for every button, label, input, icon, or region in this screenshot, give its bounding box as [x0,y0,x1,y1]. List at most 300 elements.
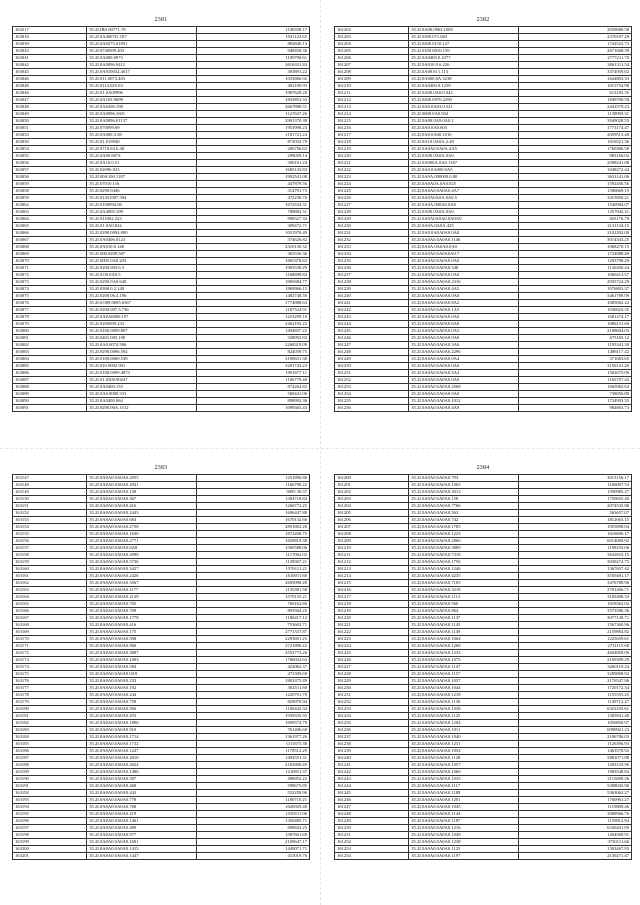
table-row [13,300,310,307]
code-cell: 35.2I.0200.0110.127 [409,41,519,48]
amount-cell: 1803375.49 [197,678,310,685]
id-cell: 161247 [335,342,409,349]
id-cell: 161219 [335,608,409,615]
id-cell: 163189 [13,769,87,776]
page-divider-horizontal [0,448,640,449]
code-cell: 35.2I.0A0A0.0A0A0.793 [409,475,519,482]
amount-cell: 6014000.92 [519,538,632,545]
id-cell: 163179 [13,699,87,706]
amount-cell: 1685133.83 [197,167,310,174]
amount-cell: 1626929.48 [197,804,310,811]
id-cell: 163016 [13,34,87,41]
id-cell: 163165 [13,601,87,608]
table-row [335,76,632,83]
amount-cell: 3281743.23 [197,363,310,370]
code-cell: 35.2I.0A0A0.0A0A0.584 [87,664,197,671]
code-cell: 35.2I.0A0A0.0A0A0.560 [409,601,519,608]
table-row [13,510,310,517]
id-cell: 163075 [13,293,87,300]
table-row [335,832,632,839]
table-row [13,713,310,720]
amount-cell: 893564.25 [197,608,310,615]
code-cell: 35.2I.0740009.403 [87,48,197,55]
data-table [12,26,310,412]
id-cell: 161233 [335,706,409,713]
table-row [13,734,310,741]
amount-cell: 402109.93 [197,83,310,90]
id-cell: 163056 [13,174,87,181]
amount-cell: 898992.36 [197,398,310,405]
id-cell: 161238 [335,279,409,286]
code-cell: 35.2I.0A0A0.0A0A0.453 [87,713,197,720]
id-cell: 161212 [335,97,409,104]
id-cell: 161228 [335,209,409,216]
code-cell: 35.2I.0A0A0.0A0A0.0A0 [409,314,519,321]
table-row [335,685,632,692]
code-cell: 35.2I.0A0A0.0A0A0.0A4 [409,356,519,363]
code-cell: 35.2I.0A0406.0124 [87,237,197,244]
id-cell: 163087 [13,377,87,384]
amount-cell: 3190631.38 [197,356,310,363]
amount-cell: 3573586.36 [519,608,632,615]
id-cell: 161210 [335,83,409,90]
code-cell: 35.2I.0A0A0.0A0A0.1038 [409,706,519,713]
table-row [13,496,310,503]
amount-cell: 1865378.63 [197,258,310,265]
id-cell: 161226 [335,657,409,664]
table-row [13,720,310,727]
id-cell: 161216 [335,587,409,594]
amount-cell: 1665982.64 [519,384,632,391]
id-cell: 163042 [13,62,87,69]
id-cell: 161214 [335,111,409,118]
id-cell: 163197 [13,825,87,832]
code-cell: 35.2I.0A0A0.0A0A0.1113 [409,594,519,601]
amount-cell: 3642823.15 [519,552,632,559]
amount-cell: 1166798.22 [197,482,310,489]
id-cell: 161202 [335,27,409,34]
table-row [335,734,632,741]
code-cell: 35.2I.000.0209.507 [87,251,197,258]
code-cell: 35.2I.0A00.0A0A.0A0 [409,153,519,160]
id-cell: 161211 [335,90,409,97]
id-cell: 161254 [335,853,409,860]
table-row [13,27,310,34]
amount-cell: 1106779.48 [197,377,310,384]
id-cell: 163091 [13,405,87,412]
code-cell: 35.2I.0A0A0.0A0A0.416 [87,622,197,629]
amount-cell: 1106007.53 [519,482,632,489]
amount-cell: 984863.73 [519,405,632,412]
id-cell: 163059 [13,181,87,188]
amount-cell: 2109647.17 [197,839,310,846]
table-row [335,181,632,188]
amount-cell: 1016521.36 [519,139,632,146]
code-cell: 35.2I.0A4007I1.187 [87,34,197,41]
amount-cell: 5308043.90 [519,783,632,790]
amount-cell: 2701266.71 [519,587,632,594]
amount-cell: 1187524.91 [197,307,310,314]
code-cell: 35.2I.0A0A0.0A0A0.0A0 [409,377,519,384]
table-row [335,27,632,34]
amount-cell: 1849700.58 [519,97,632,104]
table-row [335,188,632,195]
amount-cell: 472236.76 [197,195,310,202]
id-cell: 163039 [13,41,87,48]
id-cell: 163048 [13,83,87,90]
code-cell: 35.2I.011002.223 [87,216,197,223]
id-cell: 163164 [13,594,87,601]
code-cell: 35.2I.0A0A0.0A0A0.1231 [409,741,519,748]
amount-cell: 5881071.88 [519,755,632,762]
code-cell: 35.2I.0A0A0.0A0A0.2771 [87,538,197,545]
table-row [13,685,310,692]
amount-cell: 1136200.44 [519,265,632,272]
code-cell: 35.2I.0A010.0.6.226 [409,62,519,69]
table-row [335,384,632,391]
code-cell: 35.2I.0.009.0695.6367 [87,300,197,307]
amount-cell: 1955898.04 [519,524,632,531]
id-cell: 161213 [335,104,409,111]
id-cell: 163196 [13,818,87,825]
amount-cell: 4604858.06 [519,650,632,657]
code-cell: 35.2I.0A0A0.0A0A0.1128 [409,755,519,762]
table-row [335,216,632,223]
code-cell: 35.2I.0A0A0.0A0A0.1247 [87,748,197,755]
code-cell: 35.2I.0A0A0.0A0A0.1233 [409,650,519,657]
amount-cell: 2102292.00 [519,230,632,237]
amount-cell: 2731115.68 [519,643,632,650]
table-row [13,293,310,300]
code-cell: 35.2I.0A00.0964.1005 [409,27,519,34]
table-row [335,783,632,790]
table-row [335,125,632,132]
amount-cell: 1872268.75 [197,531,310,538]
amount-cell: 2442579.23 [519,104,632,111]
code-cell: 35.2I.0A0A0.0A0A0.6A8 [87,545,197,552]
id-cell: 161253 [335,846,409,853]
table-row [335,678,632,685]
table-row [335,293,632,300]
amount-cell: 1305941.48 [519,713,632,720]
table-row [335,153,632,160]
table-row [13,538,310,545]
id-cell: 163080 [13,328,87,335]
id-cell: 163169 [13,629,87,636]
table-row [335,699,632,706]
code-cell: 35.2I.0A0A0.0A0A0.1732 [87,741,197,748]
code-cell: 35.2I.0100.0069.538 [87,356,197,363]
amount-cell: 2169399.29 [519,657,632,664]
table-row [13,391,310,398]
code-cell: 35.2I.0A0A0000.197 [87,314,197,321]
code-cell: 35.2I.0A0A0.0A0A0.1145 [409,622,519,629]
amount-cell: 1482748.50 [197,293,310,300]
id-cell: 161218 [335,601,409,608]
code-cell: 35.2I.0A0A0.0A0A0.684 [87,517,197,524]
amount-cell: 2130271.47 [519,853,632,860]
code-cell: 35.2I.0200.06.4.196 [87,293,197,300]
table-row [13,608,310,615]
id-cell: 161242 [335,769,409,776]
id-cell: 163049 [13,111,87,118]
table-row [335,307,632,314]
table-row [335,587,632,594]
id-cell: 163090 [13,398,87,405]
id-cell: 161224 [335,181,409,188]
amount-cell: 3095 30.37 [197,489,310,496]
amount-cell: 1216911.37 [197,769,310,776]
code-cell: 35.2I.0A0A0.0A0A0.1216 [409,825,519,832]
code-cell: 35.2I.0A0A0.0A0A0.2758 [87,524,197,531]
code-cell: 35.2I.0114.025.63 [87,83,197,90]
table-row [335,538,632,545]
id-cell: 163171 [13,643,87,650]
table-row [13,174,310,181]
id-cell: 163062 [13,202,87,209]
amount-cell: 1941123.65 [197,34,310,41]
table-row [13,55,310,62]
amount-cell: 1195341.30 [519,342,632,349]
table-row [335,790,632,797]
id-cell: 163184 [13,734,87,741]
code-cell: 35.2I.0290.0A0.640 [87,279,197,286]
table-row [13,818,310,825]
amount-cell: 6326441.09 [519,825,632,832]
amount-cell: 496952.22 [197,776,310,783]
amount-cell: 1562675.00 [519,370,632,377]
code-cell: 35.2I.0A0A0.0A0A0.1075 [409,657,519,664]
amount-cell: 568441.06 [197,391,310,398]
id-cell: 161245 [335,790,409,797]
id-cell: 161224 [335,643,409,650]
amount-cell: 1463578.92 [519,748,632,755]
code-cell: 35.2I.0100.0010.139 [409,48,519,55]
table-row [13,405,310,412]
amount-cell: 1126396.93 [519,741,632,748]
table-row [335,174,632,181]
amount-cell: 1742522.73 [519,41,632,48]
amount-cell: 1766022.63 [197,657,310,664]
table-row [13,244,310,251]
id-cell: 163161 [13,573,87,580]
amount-cell: 3061311.54 [519,62,632,69]
amount-cell: 2552773.26 [197,650,310,657]
id-cell: 161232 [335,699,409,706]
table-row [13,475,310,482]
table-row [335,510,632,517]
amount-cell: 363536.36 [197,251,310,258]
id-cell: 161203 [335,496,409,503]
amount-cell: 1018362.02 [519,601,632,608]
id-cell: 163054 [13,146,87,153]
amount-cell: 1186417.12 [197,615,310,622]
id-cell: 163156 [13,538,87,545]
id-cell: 163195 [13,811,87,818]
code-cell: 35.2I.0A0A0.0A0A0.1201 [409,797,519,804]
id-cell: 163191 [13,783,87,790]
code-cell: 35.2I.0A0A0.0A0A0.1040 [409,734,519,741]
amount-cell: 1833852.33 [197,97,310,104]
code-cell: 35.2I.0A0A0A0A.0A0.5 [409,195,519,202]
id-cell: 161220 [335,615,409,622]
table-row [335,489,632,496]
amount-cell: 1204569.91 [519,832,632,839]
id-cell: 161255 [335,398,409,405]
code-cell: 35.2I.0A6206.198 [87,104,197,111]
table-row [13,643,310,650]
table-row [335,713,632,720]
amount-cell: 874264.82 [197,384,310,391]
amount-cell: 1969484.77 [197,279,310,286]
amount-cell: 766162.80 [197,601,310,608]
id-cell: 163172 [13,650,87,657]
code-cell: 35.2I.0A0A0.0A0A0.2426 [87,573,197,580]
id-cell: 163159 [13,559,87,566]
amount-cell: 1494837.22 [197,328,310,335]
code-cell: 35.2I.0A0A.0A0A0.0A0 [409,244,519,251]
table-row [335,62,632,69]
table-row [335,622,632,629]
id-cell: 161250 [335,363,409,370]
id-cell: 163163 [13,587,87,594]
code-cell: 35.2I.0A0A0.0A0A0.705 [87,601,197,608]
code-cell: 35.2I.0A4000.108 [87,209,197,216]
amount-cell: 1036823.35 [519,307,632,314]
table-row [13,853,310,860]
code-cell: 35.2I.00A100.1187 [87,174,197,181]
table-row [335,769,632,776]
id-cell: 163185 [13,741,87,748]
code-cell: 35.2I.0100.0099.807 [87,328,197,335]
code-cell: 35.2I.0A0A0.0A0A0.1714 [87,734,197,741]
code-cell: 35.2I.070099.69 [87,125,197,132]
code-cell: 35.2I.0A0A0.0A0A0.2443 [87,510,197,517]
table-row [13,580,310,587]
code-cell: 35.2I.0A0A.000A0.0A0 [409,202,519,209]
table-row [335,104,632,111]
amount-cell: 314791.73 [197,188,310,195]
table-row [13,48,310,55]
table-row [335,601,632,608]
amount-cell: 1503467.95 [519,846,632,853]
table-row [335,97,632,104]
amount-cell: 415019.76 [197,853,310,860]
code-cell: 35.2I.0A0A0.0A0A0.1049 [409,832,519,839]
id-cell: 163168 [13,622,87,629]
table-row [13,209,310,216]
table-row [335,202,632,209]
amount-cell: 1198193.06 [519,545,632,552]
table-row [13,132,310,139]
amount-cell: 1750655.40 [519,496,632,503]
code-cell: 35.2I.0A0A0.0A0A0.1125 [409,713,519,720]
code-cell: 35.2I.0A0.0074.586 [87,342,197,349]
table-title: 2383 [154,465,168,471]
table-row [13,160,310,167]
amount-cell: 2891802.28 [197,524,310,531]
id-cell: 163059 [13,195,87,202]
id-cell: 163162 [13,580,87,587]
table-row [13,804,310,811]
id-cell: 163070 [13,258,87,265]
amount-cell: 1015754.98 [519,83,632,90]
amount-cell: 6990921.23 [519,727,632,734]
table-row [13,76,310,83]
amount-cell: 1696447.88 [197,510,310,517]
id-cell: 161230 [335,685,409,692]
code-cell: 35.2I.0A0A0.0A0A0.4A9 [409,405,519,412]
table-row [335,167,632,174]
table-row [13,139,310,146]
code-cell: 35.2I.0A0A0.0A0A0.507 [87,776,197,783]
amount-cell: 3260119.24 [519,664,632,671]
table-row [13,790,310,797]
id-cell: 161223 [335,174,409,181]
code-cell: 35.2I.0710.63.6.48 [87,146,197,153]
table-row [335,363,632,370]
code-cell: 35.2I.0A0A0.0A0A0.1223 [409,531,519,538]
table-row [335,314,632,321]
amount-cell: 825176.79 [519,216,632,223]
amount-cell: 2131134.15 [519,223,632,230]
amount-cell: 1361977.26 [197,734,310,741]
code-cell: 35.2I.0A0A0.0A0A0.1035 [409,776,519,783]
id-cell: 163056 [13,160,87,167]
code-cell: 35.2I.0A0A0.0A0A0.1037 [409,678,519,685]
id-cell: 161251 [335,370,409,377]
code-cell: 35.2I.011.0073.403 [87,76,197,83]
table-row [335,160,632,167]
id-cell: 163217 [13,27,87,34]
code-cell: 35.2I.0A0A0.0A0A0.2055 [87,475,197,482]
table-row [335,328,632,335]
id-cell: 163154 [13,524,87,531]
id-cell: 161248 [335,349,409,356]
amount-cell: 2310130.32 [197,244,310,251]
amount-cell: 2186786.03 [519,734,632,741]
amount-cell: 2293691.25 [197,636,310,643]
code-cell: 35.2I.0A0A0.0A0A0.2568 [409,384,519,391]
table-row [335,692,632,699]
amount-cell: 1350485.71 [197,818,310,825]
id-cell: 163178 [13,692,87,699]
id-cell: 161214 [335,573,409,580]
table-row [335,286,632,293]
data-table [334,26,632,412]
code-cell: 35.2I.0A0.0A00.1016 [409,132,519,139]
amount-cell: 1901677.11 [197,370,310,377]
id-cell: 163051 [13,125,87,132]
table-row [13,559,310,566]
amount-cell: 299059.14 [197,153,310,160]
table-row [13,657,310,664]
code-cell: 35.2I.010.0092.901 [87,363,197,370]
id-cell: 163072 [13,272,87,279]
id-cell: 163085 [13,363,87,370]
code-cell: 35.2I.0A0A0.0A0A0.768 [87,804,197,811]
amount-cell: 1540984.07 [519,202,632,209]
id-cell: 161226 [335,195,409,202]
id-cell: 161241 [335,762,409,769]
code-cell: 35.2I.0A0A0.0A0A0.468 [87,783,197,790]
table-row [335,69,632,76]
amount-cell: 1181721.24 [197,132,310,139]
table-row [335,139,632,146]
amount-cell: 1203133.96 [519,762,632,769]
amount-cell: 3013156.17 [519,475,632,482]
table-row [335,398,632,405]
